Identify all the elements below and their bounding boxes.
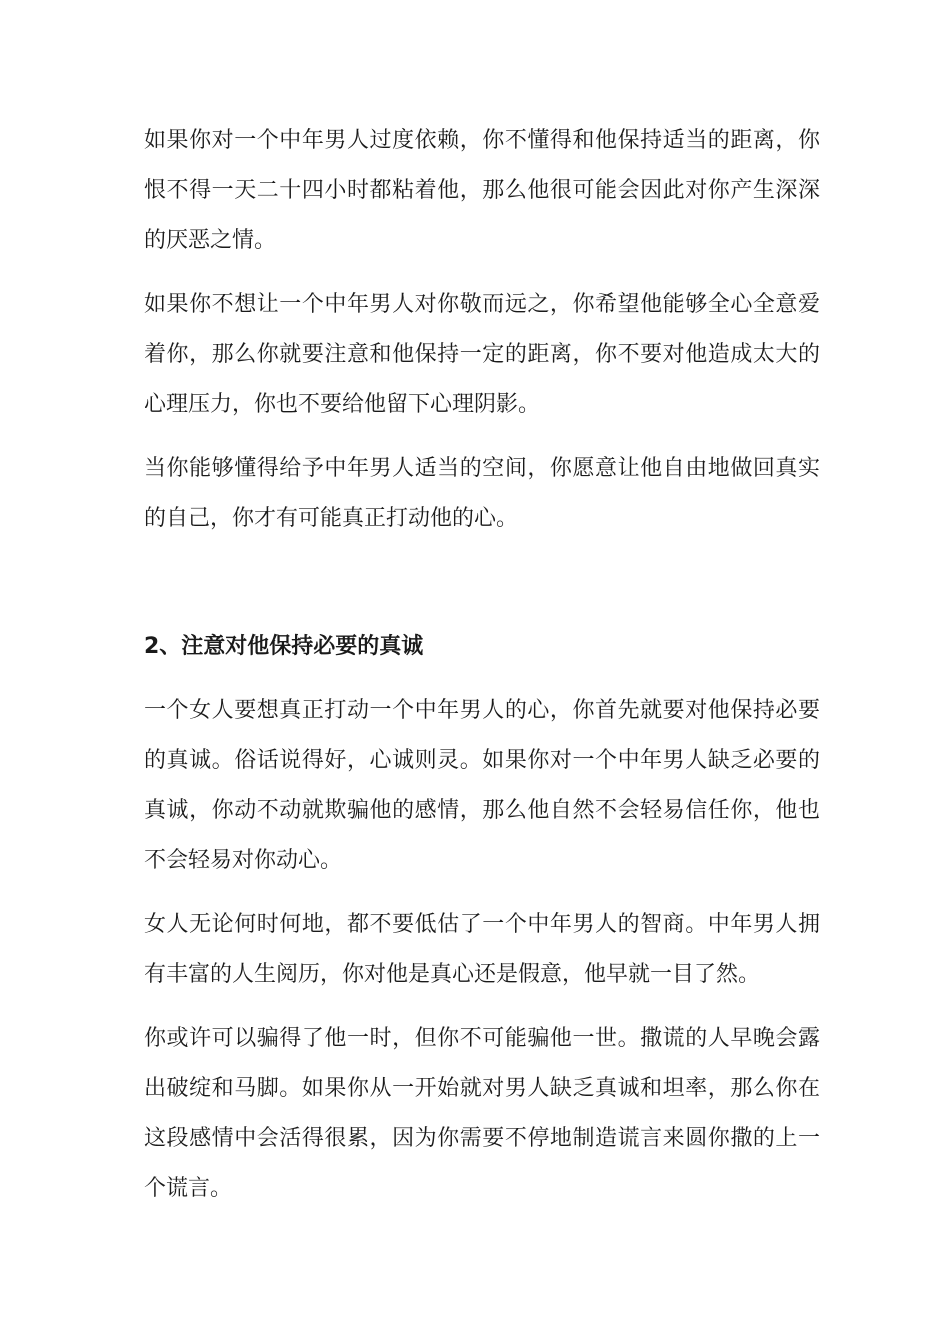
paragraph-distance: 如果你不想让一个中年男人对你敬而远之，你希望他能够全心全意爱着你，那么你就要注意和他保持一定的距离，你不要对他造成太大的心理压力，你也不要给他留下心理阴影。 (144, 292, 820, 417)
paragraph-dependence: 如果你对一个中年男人过度依赖，你不懂得和他保持适当的距离，你恨不得一天二十四小时都粘着他，那么他很可能会因此对你产生深深的厌恶之情。 (144, 128, 820, 253)
section-heading: 2、注意对他保持必要的真诚 (144, 634, 424, 659)
paragraph-space: 当你能够懂得给予中年男人适当的空间，你愿意让他自由地做回真实的自己，你才有可能真正打动他的心。 (144, 456, 820, 531)
document-body (144, 116, 820, 1228)
paragraph-sincerity: 一个女人要想真正打动一个中年男人的心，你首先就要对他保持必要的真诚。俗话说得好，心诚则灵。如果你对一个中年男人缺乏必要的真诚，你动不动就欺骗他的感情，那么他自然不会轻易信任你，他也不会轻易对你动心。 (144, 698, 820, 873)
paragraph-intelligence: 女人无论何时何地，都不要低估了一个中年男人的智商。中年男人拥有丰富的人生阅历，你对他是真心还是假意，他早就一目了然。 (144, 912, 820, 987)
paragraph-lies: 你或许可以骗得了他一时，但你不可能骗他一世。撒谎的人早晚会露出破绽和马脚。如果你从一开始就对男人缺乏真诚和坦率，那么你在这段感情中会活得很累，因为你需要不停地制造谎言来圆你撒的上一个谎言。 (144, 1026, 820, 1201)
